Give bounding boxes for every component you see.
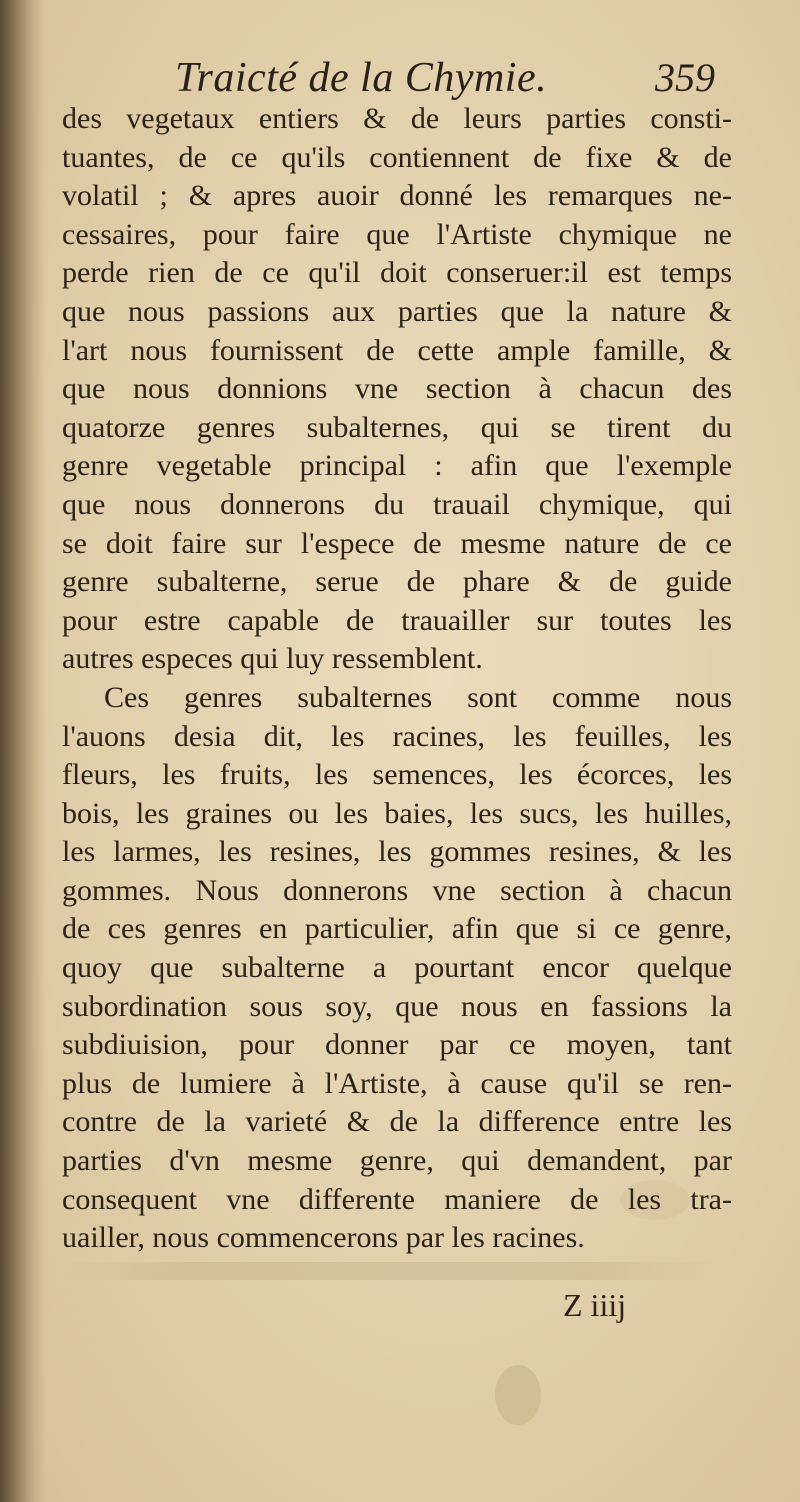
text-line: genre vegetable principal : afin que l'exemple <box>62 449 732 483</box>
show-through-text <box>60 1262 720 1280</box>
text-line: parties d'vn mesme genre, qui demandent, par <box>62 1144 732 1178</box>
running-title: Traicté de la Chymie. <box>175 55 548 101</box>
text-line: genre subalterne, serue de phare & de guide <box>62 565 732 599</box>
text-line: contre de la varieté & de la difference entre les <box>62 1105 732 1139</box>
text-line: perde rien de ce qu'il doit conseruer:il est temps <box>62 256 732 290</box>
text-line: que nous passions aux parties que la nature & <box>62 294 732 328</box>
text-line: Ces genres subalternes sont comme nous <box>104 680 732 714</box>
text-line: se doit faire sur l'espece de mesme nature de ce <box>62 526 732 560</box>
page-header <box>0 48 800 108</box>
text-line: subdiuision, pour donner par ce moyen, tant <box>62 1028 732 1062</box>
paper-stain <box>495 1365 541 1425</box>
text-line: tuantes, de ce qu'ils contiennent de fixe & de <box>62 140 732 174</box>
text-line: consequent vne differente maniere de les tra- <box>62 1182 732 1216</box>
text-line: que nous donnions vne section à chacun des <box>62 372 732 406</box>
paragraph <box>62 100 732 679</box>
text-line: volatil ; & apres auoir donné les remarques ne- <box>62 179 732 213</box>
paragraph <box>62 679 732 1258</box>
text-line: bois, les graines ou les baies, les sucs, les huilles, <box>62 796 732 830</box>
text-line: l'art nous fournissent de cette ample famille, & <box>62 333 732 367</box>
text-line: uailler, nous commencerons par les racines. <box>62 1221 585 1255</box>
text-line: l'auons desia dit, les racines, les feuilles, les <box>62 719 732 753</box>
text-line: pour estre capable de trauailler sur toutes les <box>62 603 732 637</box>
text-line: plus de lumiere à l'Artiste, à cause qu'il se ren- <box>62 1066 732 1100</box>
text-line: que nous donnerons du trauail chymique, qui <box>62 487 732 521</box>
page-number: 359 <box>655 55 715 100</box>
text-line: fleurs, les fruits, les semences, les écorces, les <box>62 758 732 792</box>
text-line: les larmes, les resines, les gommes resines, & les <box>62 835 732 869</box>
signature-mark: Z iiij <box>563 1287 627 1323</box>
text-line: des vegetaux entiers & de leurs parties consti- <box>62 102 732 135</box>
text-line: cessaires, pour faire que l'Artiste chymique ne <box>62 217 732 251</box>
body-text <box>62 100 732 1258</box>
text-line: quoy que subalterne a pourtant encor quelque <box>62 951 732 985</box>
text-line: subordination sous soy, que nous en fassions la <box>62 989 732 1023</box>
text-line: de ces genres en particulier, afin que si ce genre, <box>62 912 732 946</box>
text-line: autres especes qui luy ressemblent. <box>62 642 483 676</box>
text-line: gommes. Nous donnerons vne section à chacun <box>62 873 732 907</box>
book-gutter-shadow <box>0 0 46 1502</box>
text-line: quatorze genres subalternes, qui se tirent du <box>62 410 732 444</box>
